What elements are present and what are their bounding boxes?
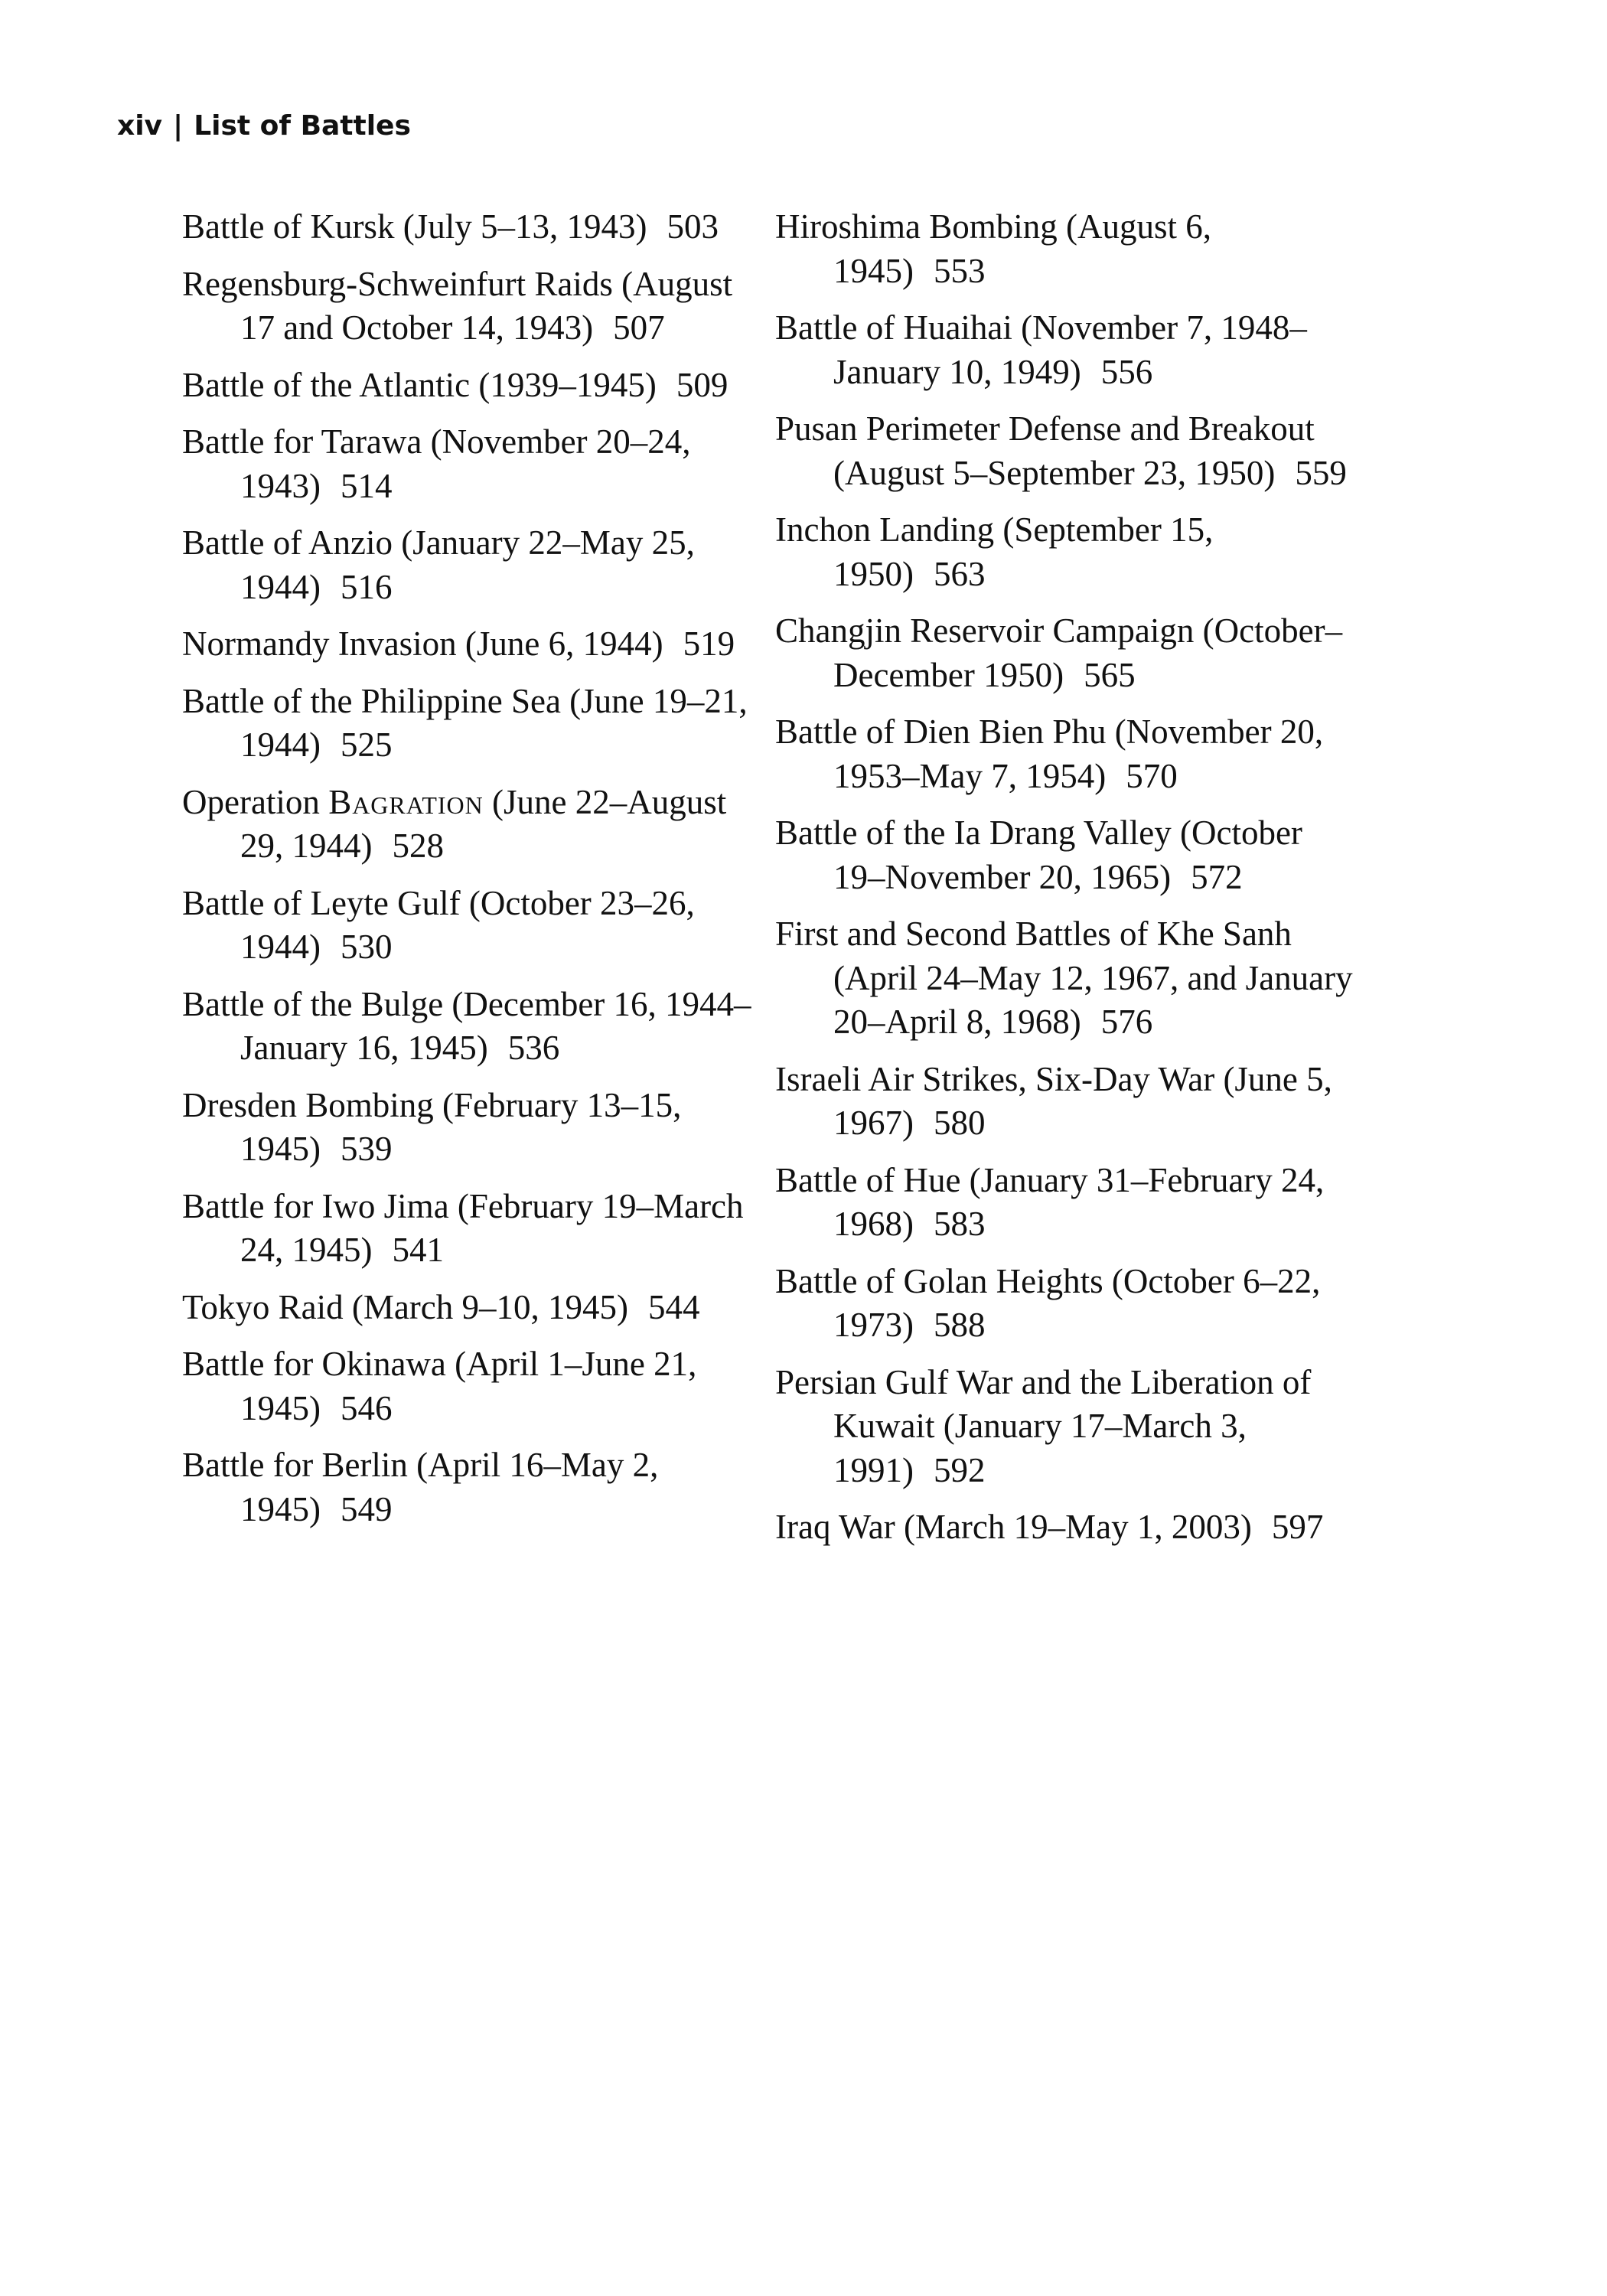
- entry-page: 544: [648, 1287, 700, 1326]
- entry-title: Battle for Tarawa (November 20–24, 1943): [182, 422, 691, 505]
- entry-page: 514: [341, 466, 393, 505]
- list-item: [182, 1084, 764, 1172]
- entry-title: Battle for Berlin (April 16–May 2, 1945): [182, 1446, 659, 1528]
- list-item: [182, 521, 764, 609]
- entry-page: 570: [1126, 756, 1178, 795]
- right-column: [775, 205, 1357, 1563]
- entry-page: 549: [341, 1489, 393, 1528]
- list-item: [182, 622, 764, 667]
- list-item: [182, 1443, 764, 1531]
- entry-page: 539: [341, 1130, 393, 1168]
- list-item: [775, 912, 1357, 1045]
- page-number: xiv: [117, 110, 163, 142]
- entry-page: 536: [507, 1029, 560, 1067]
- entry-title: Normandy Invasion (June 6, 1944): [182, 625, 663, 663]
- section-title: List of Battles: [194, 110, 411, 142]
- entry-title: Battle of Hue (January 31–February 24, 1968): [775, 1160, 1325, 1243]
- entry-page: 516: [341, 567, 393, 606]
- entry-page: 556: [1100, 352, 1153, 391]
- entry-page: 507: [613, 308, 665, 347]
- entry-page: 559: [1295, 453, 1347, 492]
- entry-title: Tokyo Raid (March 9–10, 1945): [182, 1287, 629, 1326]
- entry-title: Israeli Air Strikes, Six-Day War (June 5, 1967): [775, 1059, 1332, 1142]
- entry-title: Hiroshima Bombing (August 6, 1945): [775, 207, 1211, 290]
- entry-title-suffix: (June 22–August 29, 1944): [240, 782, 727, 865]
- list-item: [775, 811, 1357, 899]
- entry-title-smallcaps: Bagration: [328, 782, 484, 821]
- entry-title: Battle of Golan Heights (October 6–22, 1973): [775, 1261, 1321, 1344]
- running-head: [117, 109, 411, 143]
- entry-page: 597: [1271, 1508, 1324, 1546]
- entry-page: 583: [934, 1205, 986, 1243]
- entry-title: Battle of the Philippine Sea (June 19–21, 1944): [182, 681, 748, 764]
- entry-page: 530: [341, 928, 393, 966]
- list-item: [775, 1058, 1357, 1146]
- list-item: [182, 1286, 764, 1330]
- entry-title: Battle for Iwo Jima (February 19–March 24, 1945): [182, 1186, 744, 1269]
- entry-title: Battle of Anzio (January 22–May 25, 1944): [182, 523, 695, 606]
- entry-page: 519: [683, 625, 735, 663]
- list-item: [182, 1342, 764, 1430]
- list-item: [182, 364, 764, 408]
- entry-title: Battle of the Atlantic (1939–1945): [182, 365, 657, 404]
- list-item: [775, 508, 1357, 596]
- list-item: [775, 1260, 1357, 1348]
- entry-title-prefix: Operation: [182, 782, 329, 821]
- entry-title: Battle of the Bulge (December 16, 1944–January 16, 1945): [182, 984, 751, 1067]
- entry-page: 572: [1191, 857, 1243, 896]
- entry-title: Dresden Bombing (February 13–15, 1945): [182, 1085, 682, 1168]
- list-item: [182, 420, 764, 508]
- entry-title: Battle for Okinawa (April 1–June 21, 1945): [182, 1345, 697, 1427]
- entry-title: Battle of Dien Bien Phu (November 20, 1953–May 7, 1954): [775, 713, 1324, 795]
- list-item: [775, 407, 1357, 495]
- list-item: [775, 205, 1357, 293]
- list-item: [182, 1185, 764, 1273]
- entry-title: Pusan Perimeter Defense and Breakout (August 5–September 23, 1950): [775, 409, 1315, 492]
- entry-title: Persian Gulf War and the Liberation of Kuwait (January 17–March 3, 1991): [775, 1362, 1312, 1489]
- entry-page: 588: [934, 1306, 986, 1344]
- entry-title: Iraq War (March 19–May 1, 2003): [775, 1508, 1252, 1546]
- entry-page: 553: [934, 251, 986, 290]
- list-item: [182, 263, 764, 351]
- list-item: [182, 882, 764, 970]
- left-column: [182, 205, 764, 1544]
- entry-page: 580: [934, 1104, 986, 1142]
- list-item: [775, 710, 1357, 798]
- entry-page: 546: [341, 1388, 393, 1427]
- entry-page: 528: [392, 827, 444, 865]
- entry-title: Changjin Reservoir Campaign (October–December 1950): [775, 612, 1343, 694]
- list-item: [775, 1361, 1357, 1493]
- entry-page: 525: [341, 726, 393, 764]
- list-item: [775, 1505, 1357, 1550]
- entry-page: 592: [934, 1450, 986, 1489]
- list-item: [182, 983, 764, 1071]
- entry-title: Battle of the Ia Drang Valley (October 19–November 20, 1965): [775, 814, 1302, 896]
- list-item: [775, 1159, 1357, 1247]
- list-item: [775, 609, 1357, 697]
- list-item: [182, 680, 764, 768]
- entry-title: Inchon Landing (September 15, 1950): [775, 510, 1214, 593]
- entry-page: 565: [1084, 655, 1136, 694]
- entry-title: First and Second Battles of Khe Sanh (April 24–May 12, 1967, and January 20–April 8, 1968): [775, 915, 1353, 1041]
- entry-page: 576: [1100, 1003, 1153, 1041]
- list-item: [775, 306, 1357, 394]
- list-item: [182, 781, 764, 869]
- entry-page: 509: [676, 365, 729, 404]
- entry-title: Battle of Leyte Gulf (October 23–26, 1944): [182, 883, 695, 966]
- entry-page: 563: [934, 554, 986, 593]
- entry-page: 541: [392, 1231, 444, 1269]
- entry-title: Regensburg-Schweinfurt Raids (August 17 and October 14, 1943): [182, 264, 733, 347]
- entry-page: 503: [667, 207, 719, 246]
- entry-title: Battle of Kursk (July 5–13, 1943): [182, 207, 647, 246]
- list-item: [182, 205, 764, 249]
- entry-title: Battle of Huaihai (November 7, 1948–January 10, 1949): [775, 308, 1307, 391]
- header-separator: |: [173, 110, 184, 142]
